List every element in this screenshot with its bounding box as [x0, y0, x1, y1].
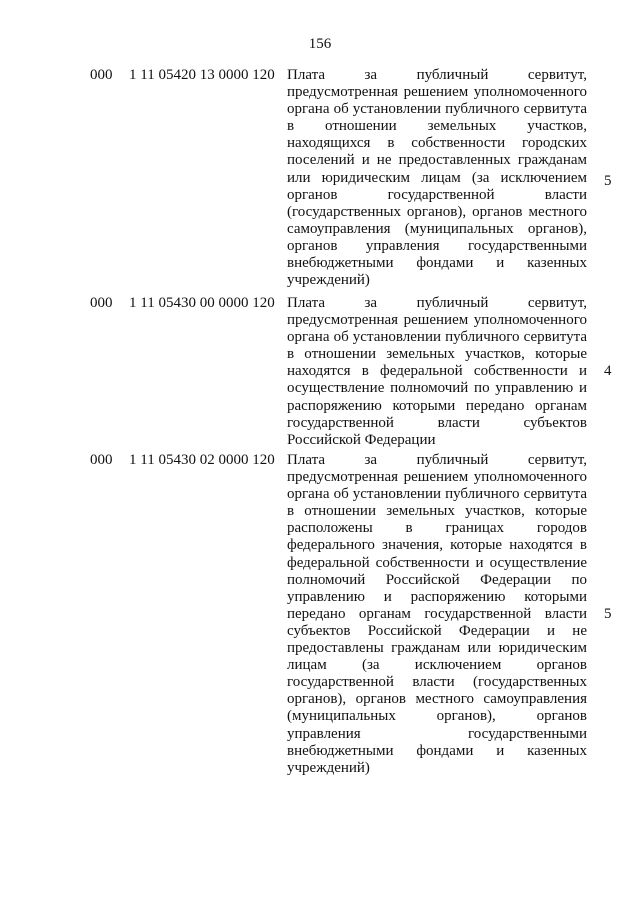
admin-code: 000	[90, 67, 113, 83]
description-line: Плата за публичный сервитут,	[287, 295, 587, 311]
description-line: Плата за публичный сервитут,	[287, 67, 587, 83]
description-line: органов), органов местного самоуправления	[287, 691, 587, 708]
description-line: управления государственными	[287, 725, 587, 742]
description-line: находящихся в собственности городских	[287, 135, 587, 152]
description-line: осуществление полномочий по управлению и	[287, 380, 587, 397]
description-line: в отношении земельных участков, которые	[287, 346, 587, 363]
description-line: федеральной собственности и осуществление	[287, 554, 587, 571]
revenue-description	[287, 67, 587, 289]
description-line: предусмотренная решением уполномоченного	[287, 84, 587, 101]
description-line: предусмотренная решением уполномоченного	[287, 469, 587, 486]
description-line: органа об установлении публичного сервитута	[287, 101, 587, 118]
description-line: учреждений)	[287, 759, 370, 776]
revenue-description	[287, 452, 587, 777]
description-line: органа об установлении публичного сервитута	[287, 486, 587, 503]
admin-code: 000	[90, 295, 113, 311]
description-line: (государственных органов), органов местного	[287, 203, 587, 220]
description-line: внебюджетными фондами и казенных	[287, 742, 587, 759]
description-line: управлению и распоряжению которыми	[287, 588, 587, 605]
description-line: органа об установлении публичного сервитута	[287, 329, 587, 346]
description-line: предоставлены гражданам или юридическим	[287, 640, 587, 657]
description-line: государственной власти (государственных	[287, 674, 587, 691]
admin-code: 000	[90, 452, 113, 468]
description-line: поселений и не предоставленных гражданам	[287, 152, 587, 169]
description-line: государственной власти субъектов	[287, 414, 587, 431]
description-line: Российской Федерации	[287, 431, 436, 448]
description-line: находятся в федеральной собственности и	[287, 363, 587, 380]
revenue-description	[287, 295, 587, 449]
kbk-code: 1 11 05430 00 0000 120	[129, 295, 275, 311]
description-line: органов государственной власти	[287, 186, 587, 203]
description-line: расположены в границах городов	[287, 520, 587, 537]
kbk-code: 1 11 05430 02 0000 120	[129, 452, 275, 468]
description-line: внебюджетными фондами и казенных	[287, 255, 587, 272]
description-line: учреждений)	[287, 272, 370, 289]
description-line: самоуправления (муниципальных органов),	[287, 220, 587, 237]
norm-value: 4	[604, 363, 612, 379]
kbk-code: 1 11 05420 13 0000 120	[129, 67, 275, 83]
description-line: субъектов Российской Федерации и не	[287, 622, 587, 639]
description-line: лицам (за исключением органов	[287, 657, 587, 674]
description-line: в отношении земельных участков, которые	[287, 503, 587, 520]
norm-value: 5	[604, 173, 612, 189]
description-line: распоряжению которыми передано органам	[287, 397, 587, 414]
description-line: или юридическим лицам (за исключением	[287, 169, 587, 186]
norm-value: 5	[604, 606, 612, 622]
page-number: 156	[308, 36, 332, 52]
description-line: органов управления государственными	[287, 237, 587, 254]
description-line: передано органам государственной власти	[287, 605, 587, 622]
description-line: полномочий Российской Федерации по	[287, 571, 587, 588]
description-line: в отношении земельных участков,	[287, 118, 587, 135]
description-line: предусмотренная решением уполномоченного	[287, 312, 587, 329]
description-line: (муниципальных органов), органов	[287, 708, 587, 725]
description-line: федерального значения, которые находятся в	[287, 537, 587, 554]
description-line: Плата за публичный сервитут,	[287, 452, 587, 468]
